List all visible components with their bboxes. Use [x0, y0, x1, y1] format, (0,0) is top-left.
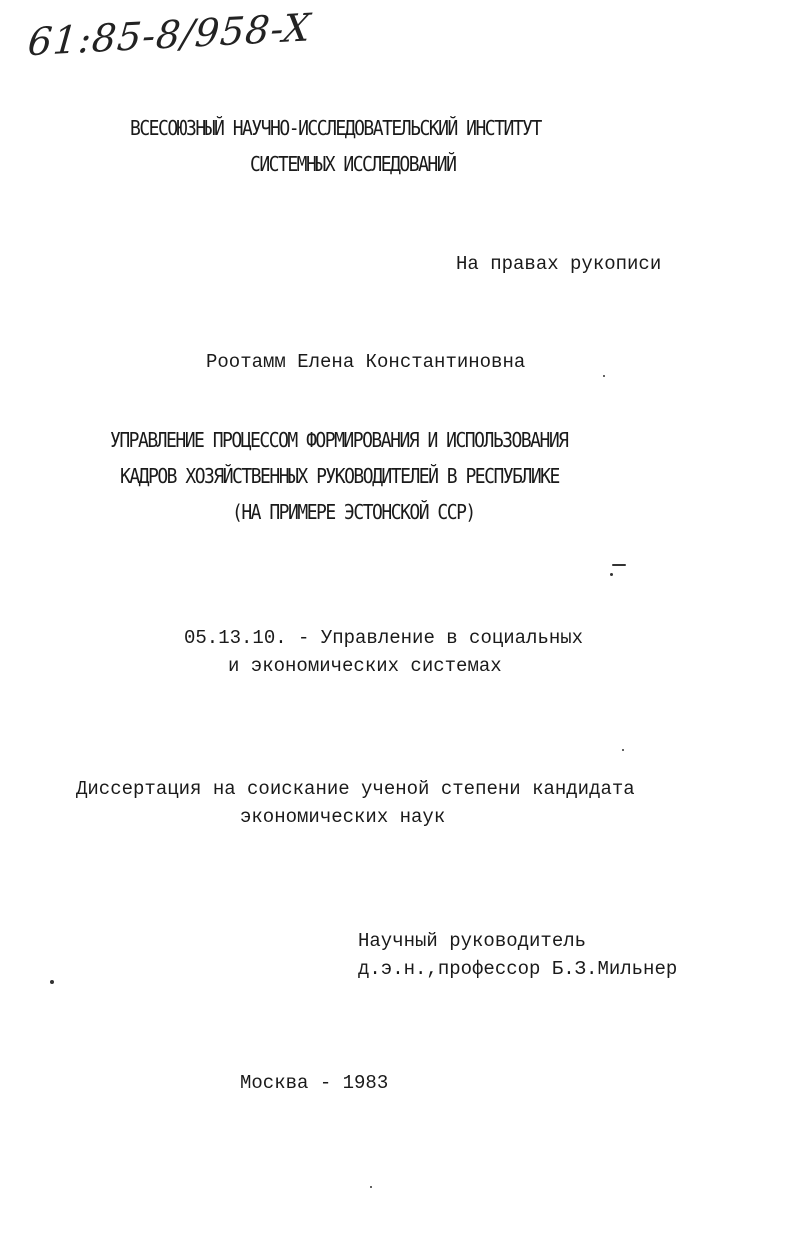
- manuscript-note: На правах рукописи: [456, 253, 662, 275]
- thesis-title-line-1: УПРАВЛЕНИЕ ПРОЦЕССОМ ФОРМИРОВАНИЯ И ИСПОЛЬЗОВАНИЯ: [110, 429, 568, 453]
- author-name: Роотамм Елена Константиновна: [206, 351, 526, 373]
- scan-speck: [612, 564, 626, 566]
- scan-speck: [603, 375, 605, 377]
- dissertation-line-1: Диссертация на соискание ученой степени кандидата: [76, 778, 635, 800]
- city-year: Москва - 1983: [240, 1072, 389, 1094]
- supervisor-line-2: д.э.н.,профессор Б.З.Мильнер: [358, 958, 678, 980]
- scan-speck: [622, 749, 624, 751]
- specialty-line-2: и экономических системах: [228, 655, 502, 677]
- institute-name-line-1: ВСЕСОЮЗНЫЙ НАУЧНО-ИССЛЕДОВАТЕЛЬСКИЙ ИНСТИТУТ: [130, 117, 541, 141]
- specialty-line-1: 05.13.10. - Управление в социальных: [184, 627, 584, 649]
- scan-speck: [370, 1186, 372, 1188]
- thesis-title-line-2: КАДРОВ ХОЗЯЙСТВЕННЫХ РУКОВОДИТЕЛЕЙ В РЕСПУБЛИКЕ: [120, 465, 559, 489]
- institute-name-line-2: СИСТЕМНЫХ ИССЛЕДОВАНИЙ: [250, 153, 456, 177]
- archive-mark: 61:85-8/958-X: [26, 5, 314, 65]
- scan-speck: [50, 980, 54, 984]
- scan-speck: [610, 573, 613, 576]
- dissertation-line-2: экономических наук: [240, 806, 446, 828]
- supervisor-line-1: Научный руководитель: [358, 930, 587, 952]
- thesis-title-line-3: (НА ПРИМЕРЕ ЭСТОНСКОЙ ССР): [232, 501, 475, 525]
